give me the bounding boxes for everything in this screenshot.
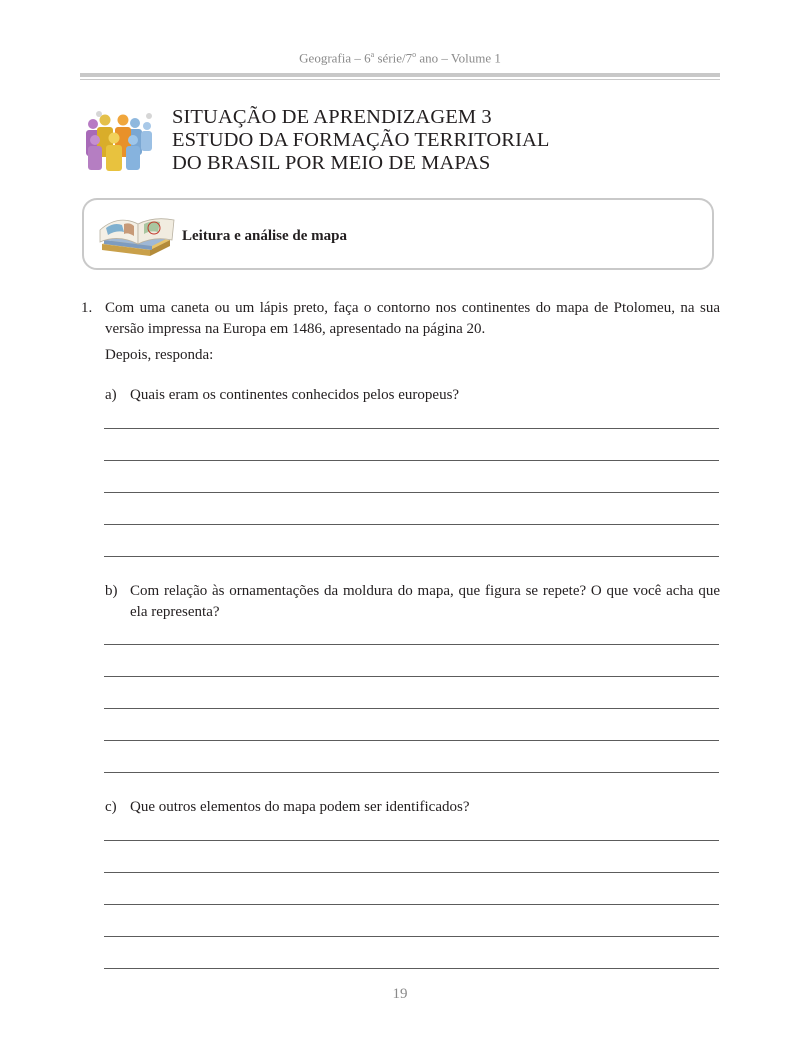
answer-line[interactable] xyxy=(104,904,719,905)
item-text-c: Que outros elementos do mapa podem ser identificados? xyxy=(130,799,470,815)
running-header-sup: a xyxy=(370,50,375,59)
answer-line[interactable] xyxy=(104,676,719,677)
running-header-part: Geografia – 6 xyxy=(299,50,371,66)
question-number: 1. xyxy=(81,300,93,316)
header-rule-thin xyxy=(80,79,720,80)
answer-line[interactable] xyxy=(104,936,719,937)
section-title-line: ESTUDO DA FORMAÇÃO TERRITORIAL xyxy=(172,129,550,151)
activity-label: Leitura e análise de mapa xyxy=(182,228,347,244)
open-book-map-icon xyxy=(94,210,178,260)
answer-line[interactable] xyxy=(104,968,719,969)
answer-line[interactable] xyxy=(104,772,719,773)
item-text-a: Quais eram os continentes conhecidos pelos europeus? xyxy=(130,387,460,403)
question-text: Com uma caneta ou um lápis preto, faça o contorno nos continentes do mapa de Ptolomeu, na sua versão impressa na Europa em 1486, apresentado na página 20. xyxy=(105,300,720,337)
section-title-line: SITUAÇÃO DE APRENDIZAGEM 3 xyxy=(172,106,492,128)
running-header-sup: o xyxy=(412,50,417,59)
answer-line[interactable] xyxy=(104,644,719,645)
item-text-b: Com relação às ornamentações da moldura do mapa, que figura se repete? O que você acha que ela representa? xyxy=(130,583,720,620)
question-followup: Depois, responda: xyxy=(105,347,214,363)
people-figures-icon xyxy=(83,110,155,172)
answer-line[interactable] xyxy=(104,556,719,557)
answer-line[interactable] xyxy=(104,524,719,525)
running-header-part: ano – Volume 1 xyxy=(416,50,501,66)
answer-line[interactable] xyxy=(104,840,719,841)
section-title-line: DO BRASIL POR MEIO DE MAPAS xyxy=(172,152,491,174)
item-letter-b: b) xyxy=(105,583,118,599)
running-header-part: série/7 xyxy=(374,50,413,66)
running-header xyxy=(0,50,800,66)
answer-line[interactable] xyxy=(104,428,719,429)
answer-line[interactable] xyxy=(104,872,719,873)
answer-line[interactable] xyxy=(104,460,719,461)
answer-line[interactable] xyxy=(104,492,719,493)
section-title xyxy=(172,106,550,175)
item-letter-a: a) xyxy=(105,387,117,403)
answer-line[interactable] xyxy=(104,708,719,709)
page-number: 19 xyxy=(392,986,408,1002)
item-letter-c: c) xyxy=(105,799,117,815)
header-rule-thick xyxy=(80,73,720,77)
answer-line[interactable] xyxy=(104,740,719,741)
